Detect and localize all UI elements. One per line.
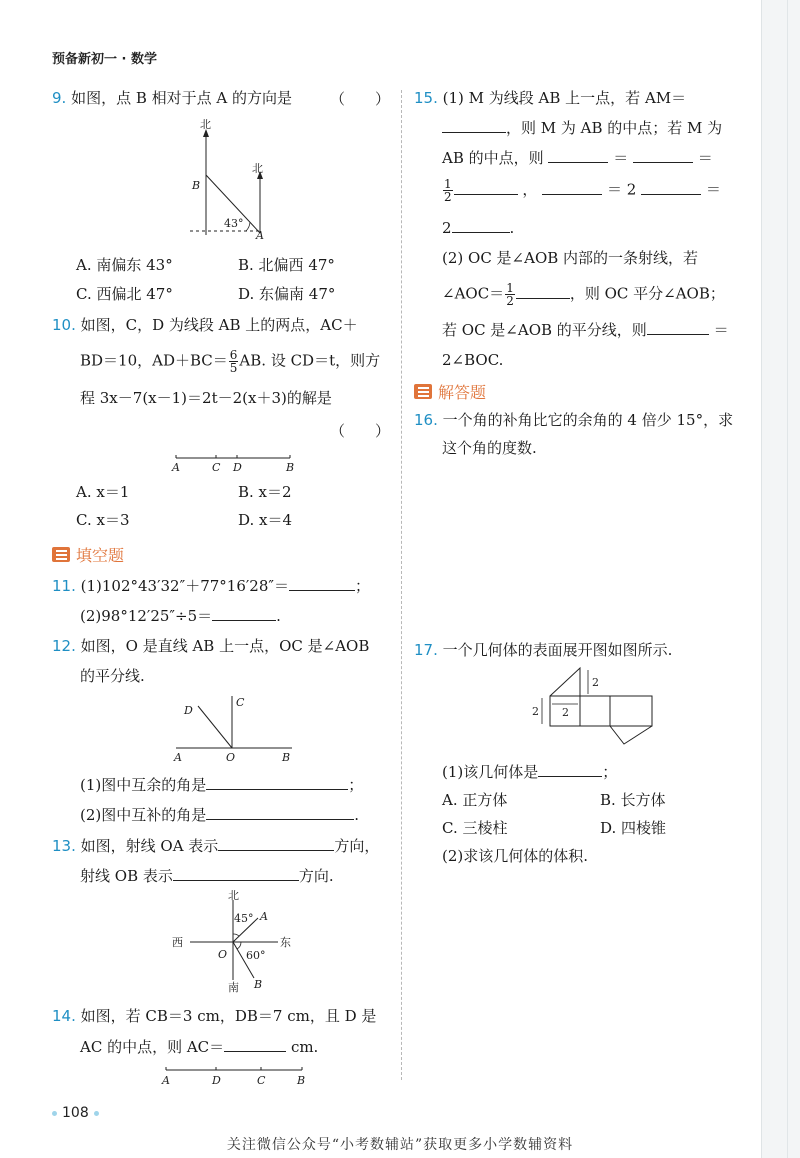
q13-label-60: 60° [246,949,266,962]
q10-line2 [80,349,380,374]
q15-eq-1: ＝ [613,149,629,167]
q13-end-2: 方向. [298,867,334,885]
q12-blank-1[interactable] [206,775,348,790]
q13-arc-60 [237,942,241,949]
q15-text-2: ，则 M 为 AB 的中点；若 M 为 [506,119,723,137]
q10-text-1: 如图，C，D 为线段 AB 上的两点，AC＋ [80,316,358,334]
q10-label-A: A [172,461,180,474]
q15-eq-3: ＝ 2 [607,180,637,199]
q13-line2 [80,866,334,886]
q11-blank-2[interactable] [212,606,276,621]
q15-part2-line3 [442,320,729,340]
q12-label-C: C [236,696,245,709]
q10-frac-denominator: 5 [229,361,238,375]
q10-number: 10. [52,316,76,334]
q10-label-B: B [286,461,295,474]
q15-part2-line4: 2∠BOC. [442,351,504,369]
q12-part1-text: (1)图中互余的角是 [80,776,207,794]
q15-line1 [414,88,686,108]
q14-label-B: B [297,1074,306,1087]
running-header: 预备新初一 · 数学 [52,52,157,67]
q14-number: 14. [52,1007,76,1025]
q12-label-O: O [226,751,236,764]
q17-part1-text: (1)该几何体是 [442,763,539,781]
q11-text-1: (1)102°43′32″＋77°16′28″＝ [80,577,289,595]
q15-number: 15. [414,89,438,107]
q9-label-angle: 43° [224,217,244,230]
q10-text-2a: BD＝10，AD＋BC＝ [80,351,228,370]
page-dot-left-icon [52,1111,57,1116]
q10-text-2b: AB. 设 CD＝t，则方 [239,351,381,370]
q16-line1 [414,410,733,430]
page-number [52,1105,99,1121]
q10-option-b[interactable]: B. x＝2 [238,483,292,501]
q17-dim-label-1: 2 [592,676,599,689]
q11-number: 11. [52,577,76,595]
q17-net-figure [528,664,658,754]
q12-figure [170,690,300,765]
q13-end-1: 方向， [334,837,380,855]
q12-number: 12. [52,637,76,655]
q13-label-O: O [218,948,228,961]
q11-end-1: ； [354,577,370,595]
q13-line1 [52,836,379,856]
q9-option-a[interactable]: A. 南偏东 43° [76,256,173,274]
q15-frac-numerator: 1 [444,177,452,191]
q12-label-A: A [174,751,182,764]
q14-label-D: D [212,1074,221,1087]
q9-text: 如图，点 B 相对于点 A 的方向是 [71,89,293,107]
q17-option-a[interactable]: A. 正方体 [442,791,508,809]
q12-blank-2[interactable] [206,805,354,820]
page-edge-line [787,0,788,1158]
page-number-text: 108 [62,1105,89,1121]
q12-part1 [80,775,363,795]
q17-net-triangle-top [550,668,580,696]
q10-label-D: D [233,461,242,474]
q15-p2-text-3: 若 OC 是∠AOB 的平分线，则 [442,321,647,339]
section-fill-in-blank [52,543,124,566]
q9-label-A: A [256,229,264,242]
q14-text-2: AC 的中点，则 AC＝ [80,1038,225,1056]
q16-number: 16. [414,411,438,429]
q17-option-d[interactable]: D. 四棱锥 [600,819,667,837]
q10-line3: 程 3x－7(x－1)＝2t－2(x＋3)的解是 [80,389,332,407]
q13-label-west: 西 [172,936,183,949]
q16-line2: 这个角的度数. [442,439,537,457]
q9-stem [52,88,292,108]
q9-option-d[interactable]: D. 东偏南 47° [238,285,336,303]
q12-part2 [80,805,359,825]
q9-label-B: B [192,179,201,192]
q11-line2 [80,606,281,626]
q15-blank-1[interactable] [442,118,506,133]
q10-option-a[interactable]: A. x＝1 [76,483,130,501]
q16-text-1: 一个角的补角比它的余角的 4 倍少 15°，求 [442,411,734,429]
q15-part2-line1: (2) OC 是∠AOB 内部的一条射线，若 [442,249,699,267]
q12-text-1: 如图，O 是直线 AB 上一点，OC 是∠AOB [80,637,370,655]
page-edge [761,0,800,1158]
q14-label-C: C [257,1074,266,1087]
section-solution [414,380,486,403]
q15-p2-frac-denominator: 2 [506,294,514,308]
q17-part2: (2)求该几何体的体积. [442,847,589,865]
q14-line1 [52,1006,376,1026]
q14-unit: cm. [290,1038,319,1056]
q15-blank-4[interactable] [454,180,518,195]
q11-blank-1[interactable] [289,576,355,591]
q15-eq-4: ＝ [705,180,721,199]
q10-answer-paren: （ ） [330,422,391,440]
q15-fraction [443,178,453,203]
q15-blank-2[interactable] [548,148,608,163]
q15-p2-text-2a: ∠AOC＝ [442,284,505,303]
q12-label-D: D [184,704,193,717]
q9-option-b[interactable]: B. 北偏西 47° [238,256,335,274]
q14-blank[interactable] [224,1037,286,1052]
q17-dim-label-3: 2 [562,706,569,719]
q15-blank-3[interactable] [633,148,693,163]
q9-number: 9. [52,89,67,107]
q13-label-east: 东 [280,936,291,949]
q15-line2 [442,118,722,138]
q15-text-1: (1) M 为线段 AB 上一点，若 AM＝ [442,89,687,107]
q15-eq-2: ＝ [697,149,713,167]
q12-ray-OD [198,706,232,748]
q15-p2-text-2b: ，则 OC 平分∠AOB； [569,284,725,303]
q15-p2-eq: ＝ [713,321,729,339]
q13-label-B: B [254,978,263,991]
q15-two: 2 [442,219,452,237]
q10-label-C: C [212,461,221,474]
q14-text-1: 如图，若 CB＝3 cm，DB＝7 cm，且 D 是 [80,1007,377,1025]
q13-arc-45 [233,934,239,936]
q17-blank[interactable] [538,762,602,777]
q12-part1-end: ； [348,776,364,794]
q9-option-c[interactable]: C. 西偏北 47° [76,285,173,303]
q17-line1 [414,640,672,660]
q15-frac-denominator: 2 [444,190,452,204]
q9-answer-paren: （ ） [330,90,391,108]
q13-label-45: 45° [234,912,254,925]
q15-blank-8[interactable] [516,284,570,299]
q13-number: 13. [52,837,76,855]
q15-end-5: . [509,219,515,237]
q9-figure [180,115,290,240]
q15-line4 [442,178,721,203]
q13-label-south: 南 [228,981,239,994]
q11-text-2: (2)98°12′25″÷5＝ [80,607,213,625]
q14-label-A: A [162,1074,170,1087]
q15-part2-line2 [442,282,725,307]
q13-blank-1[interactable] [218,836,334,851]
q15-blank-9[interactable] [647,320,709,335]
q12-part2-end: . [354,806,360,824]
q17-part1 [442,762,617,782]
q13-figure [170,889,300,994]
q15-comma: ， [522,180,538,199]
q13-label-A: A [260,910,268,923]
page-dot-right-icon [94,1111,99,1116]
q11-line1 [52,576,370,596]
q12-part2-text: (2)图中互补的角是 [80,806,207,824]
q13-text-1: 如图，射线 OA 表示 [80,837,219,855]
section-2-title: 填空题 [76,546,125,565]
q14-line2 [80,1037,318,1057]
q10-option-d[interactable]: D. x＝4 [238,511,293,529]
q17-text-1: 一个几何体的表面展开图如图所示. [442,641,673,659]
q17-dim-label-2: 2 [532,705,539,718]
footer-watermark: 关注微信公众号“小考数辅站”获取更多小学数辅资料 [226,1137,574,1153]
section-3-icon [414,384,432,399]
q15-line3 [442,148,713,168]
q15-blank-7[interactable] [452,218,510,233]
q10-option-c[interactable]: C. x＝3 [76,511,130,529]
q9-label-north-left: 北 [200,118,211,131]
q15-p2-fraction [505,282,515,307]
q10-frac-numerator: 6 [229,348,238,362]
q9-angle-arc [246,222,250,231]
q15-line5 [442,218,514,238]
q17-part1-end: ； [602,763,618,781]
q15-p2-frac-numerator: 1 [506,281,514,295]
q17-option-c[interactable]: C. 三棱柱 [442,819,508,837]
q15-text-3: AB 的中点，则 [442,149,544,167]
q17-net-triangle-bottom [610,726,652,744]
q10-figure [170,452,300,474]
q12-line2: 的平分线. [80,667,145,685]
q13-blank-2[interactable] [173,866,299,881]
q14-figure [160,1064,310,1088]
q17-option-b[interactable]: B. 长方体 [600,791,666,809]
column-divider [401,90,402,1080]
section-2-icon [52,547,70,562]
q15-blank-5[interactable] [542,180,602,195]
q12-label-B: B [282,751,291,764]
q13-text-2: 射线 OB 表示 [80,867,173,885]
q17-number: 17. [414,641,438,659]
q13-label-north: 北 [228,889,239,902]
q12-line1 [52,636,369,656]
q10-fraction [229,349,239,374]
q15-blank-6[interactable] [641,180,701,195]
q9-label-north-right: 北 [252,162,263,175]
q10-line1 [52,315,358,335]
section-3-title: 解答题 [438,383,487,402]
q11-end-2: . [276,607,281,625]
